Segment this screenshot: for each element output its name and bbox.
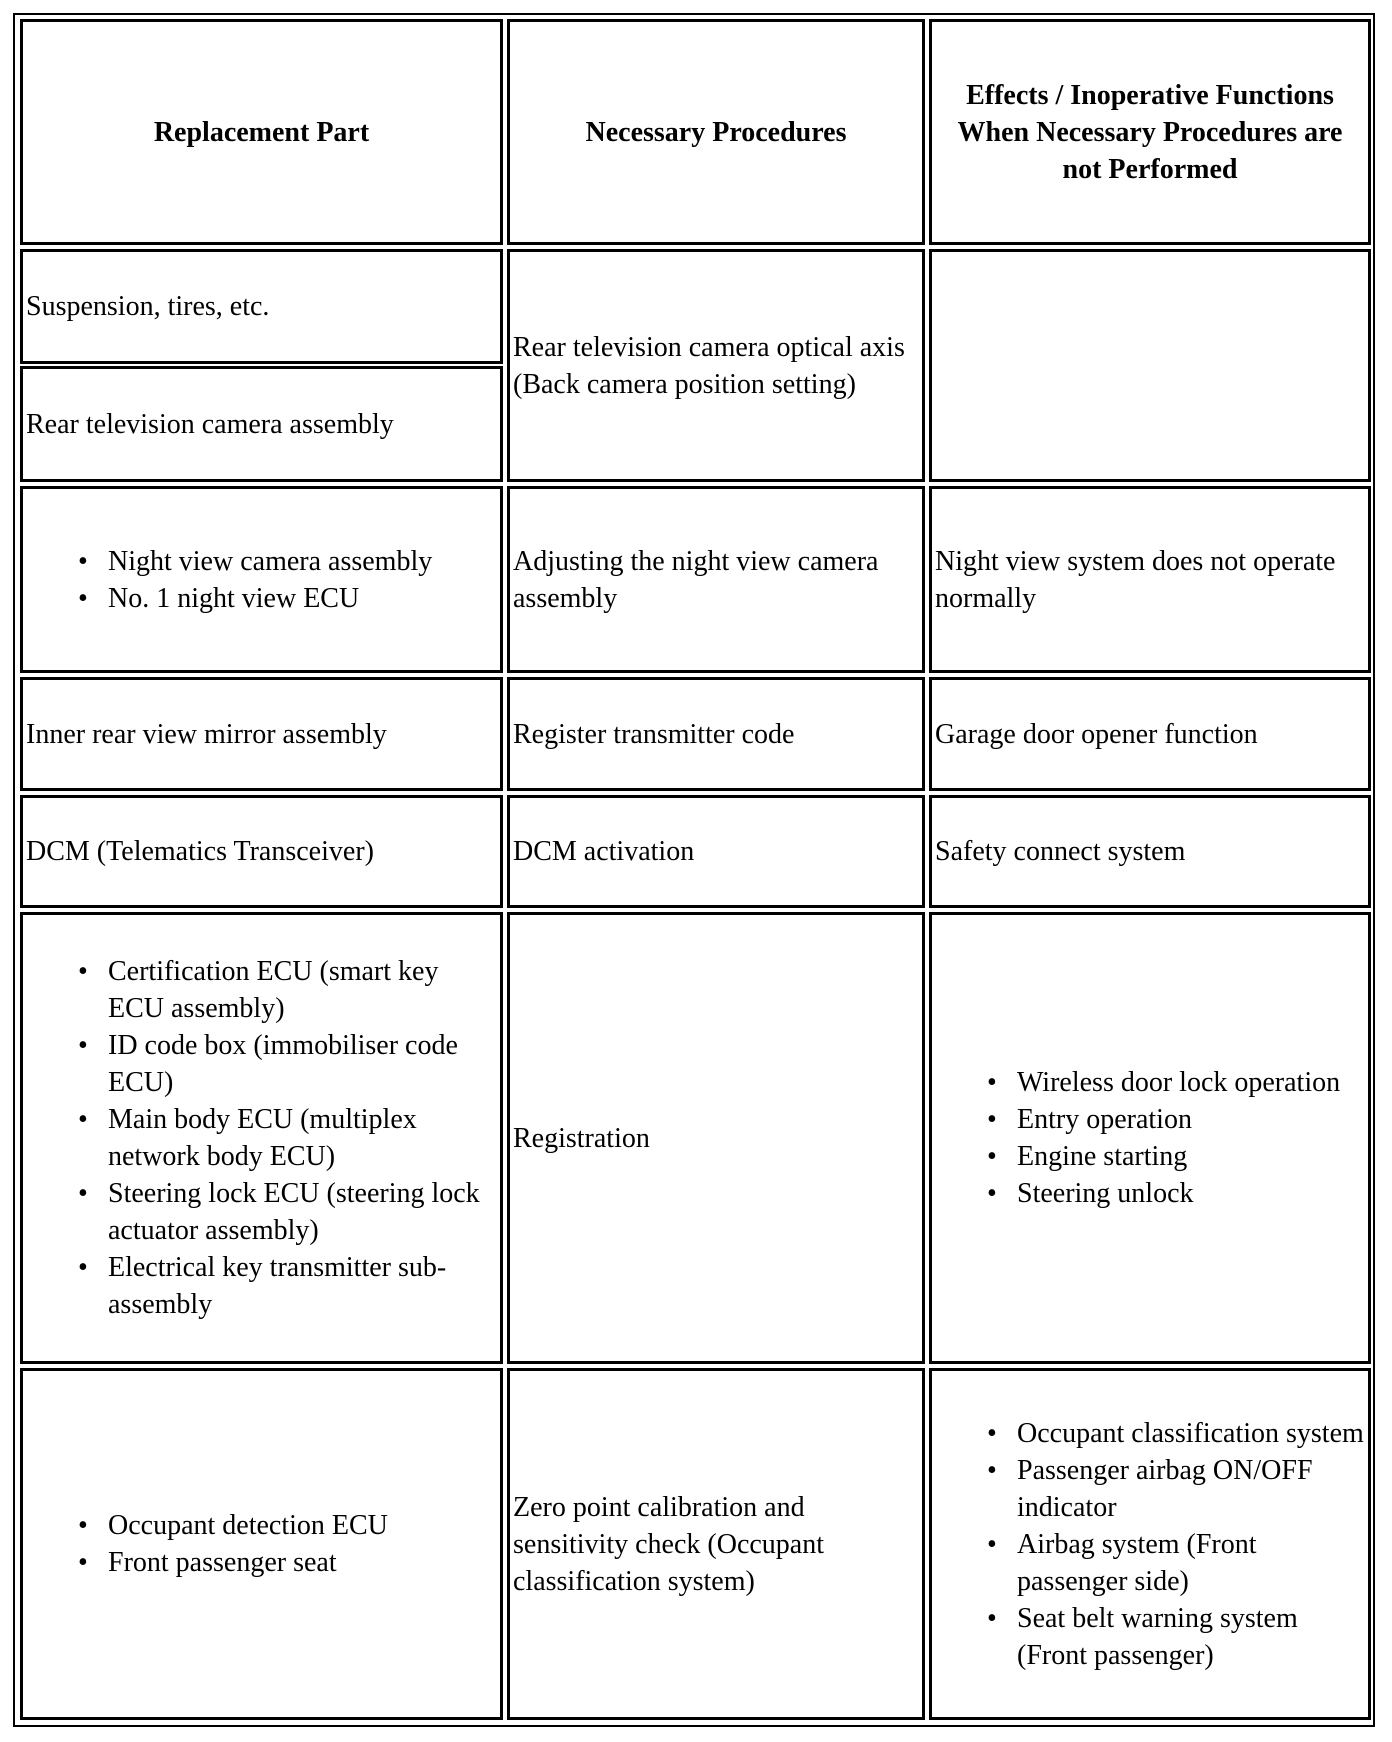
row1-procedure (507, 249, 925, 482)
list-item: • Airbag system (Front passenger side) (1017, 1526, 1364, 1600)
list-item: • Electrical key transmitter sub-assembly (108, 1249, 494, 1323)
header-replacement-part (20, 19, 503, 245)
row2-parts (20, 486, 503, 673)
row4-procedure-label: DCM activation (513, 836, 695, 867)
row5-procedure-label: Registration (513, 1122, 650, 1154)
header-effects (929, 19, 1371, 245)
list-item: • Seat belt warning system (Front passenger) (1017, 1600, 1364, 1674)
row5-effects-list (932, 1064, 1346, 1212)
row4-procedure (507, 795, 925, 908)
row3-part-label: Inner rear view mirror assembly (26, 718, 387, 750)
row3-effects (929, 677, 1371, 791)
row1-part-rear-camera (20, 366, 503, 482)
row1-effects (929, 249, 1371, 482)
row3-effects-label: Garage door opener function (935, 718, 1258, 750)
row2-effects (929, 486, 1371, 673)
header-effects-label: Effects / Inoperative Functions When Necessary Procedures are not Performed (957, 79, 1343, 185)
list-item: • Wireless door lock operation (1017, 1064, 1340, 1101)
row6-procedure-label: Zero point calibration and sensitivity check (Occupant classification system) (513, 1491, 825, 1597)
header-necessary-procedures-label: Necessary Procedures (585, 116, 847, 148)
list-item: • Occupant classification system (1017, 1415, 1364, 1452)
list-item: • No. 1 night view ECU (108, 580, 432, 617)
row4-effects (929, 795, 1371, 908)
row4-effects-label: Safety connect system (935, 836, 1186, 867)
row2-procedure-label: Adjusting the night view camera assembly (513, 545, 879, 614)
row3-procedure (507, 677, 925, 791)
list-item: • Engine starting (1017, 1138, 1340, 1175)
row4-part-label: DCM (Telematics Transceiver) (26, 836, 374, 867)
row3-procedure-label: Register transmitter code (513, 718, 795, 750)
list-item: • Steering lock ECU (steering lock actuator assembly) (108, 1175, 494, 1249)
list-item: • ID code box (immobiliser code ECU) (108, 1027, 494, 1101)
list-item: • Main body ECU (multiplex network body ECU) (108, 1101, 494, 1175)
row4-part (20, 795, 503, 908)
row3-part (20, 677, 503, 791)
list-item: • Steering unlock (1017, 1175, 1340, 1212)
row5-effects (929, 912, 1371, 1364)
row2-parts-list (23, 543, 438, 617)
list-item: • Night view camera assembly (108, 543, 432, 580)
row6-parts-list (23, 1507, 394, 1581)
row6-procedure (507, 1368, 925, 1720)
row5-parts (20, 912, 503, 1364)
list-item: • Front passenger seat (108, 1544, 388, 1581)
row6-effects (929, 1368, 1371, 1720)
row2-procedure (507, 486, 925, 673)
row6-effects-list (932, 1415, 1368, 1674)
row5-parts-list (23, 953, 500, 1323)
row1-part-rear-camera-label: Rear television camera assembly (26, 408, 394, 440)
row1-part-suspension-label: Suspension, tires, etc. (26, 291, 270, 322)
row5-procedure (507, 912, 925, 1364)
row6-parts (20, 1368, 503, 1720)
list-item: • Occupant detection ECU (108, 1507, 388, 1544)
header-necessary-procedures (507, 19, 925, 245)
list-item: • Entry operation (1017, 1101, 1340, 1138)
row2-effects-label: Night view system does not operate normally (935, 545, 1336, 614)
row1-procedure-label: Rear television camera optical axis (Back camera position setting) (513, 331, 905, 400)
list-item: • Certification ECU (smart key ECU assembly) (108, 953, 494, 1027)
list-item: • Passenger airbag ON/OFF indicator (1017, 1452, 1364, 1526)
row1-part-suspension (20, 249, 503, 364)
header-replacement-part-label: Replacement Part (153, 116, 370, 148)
